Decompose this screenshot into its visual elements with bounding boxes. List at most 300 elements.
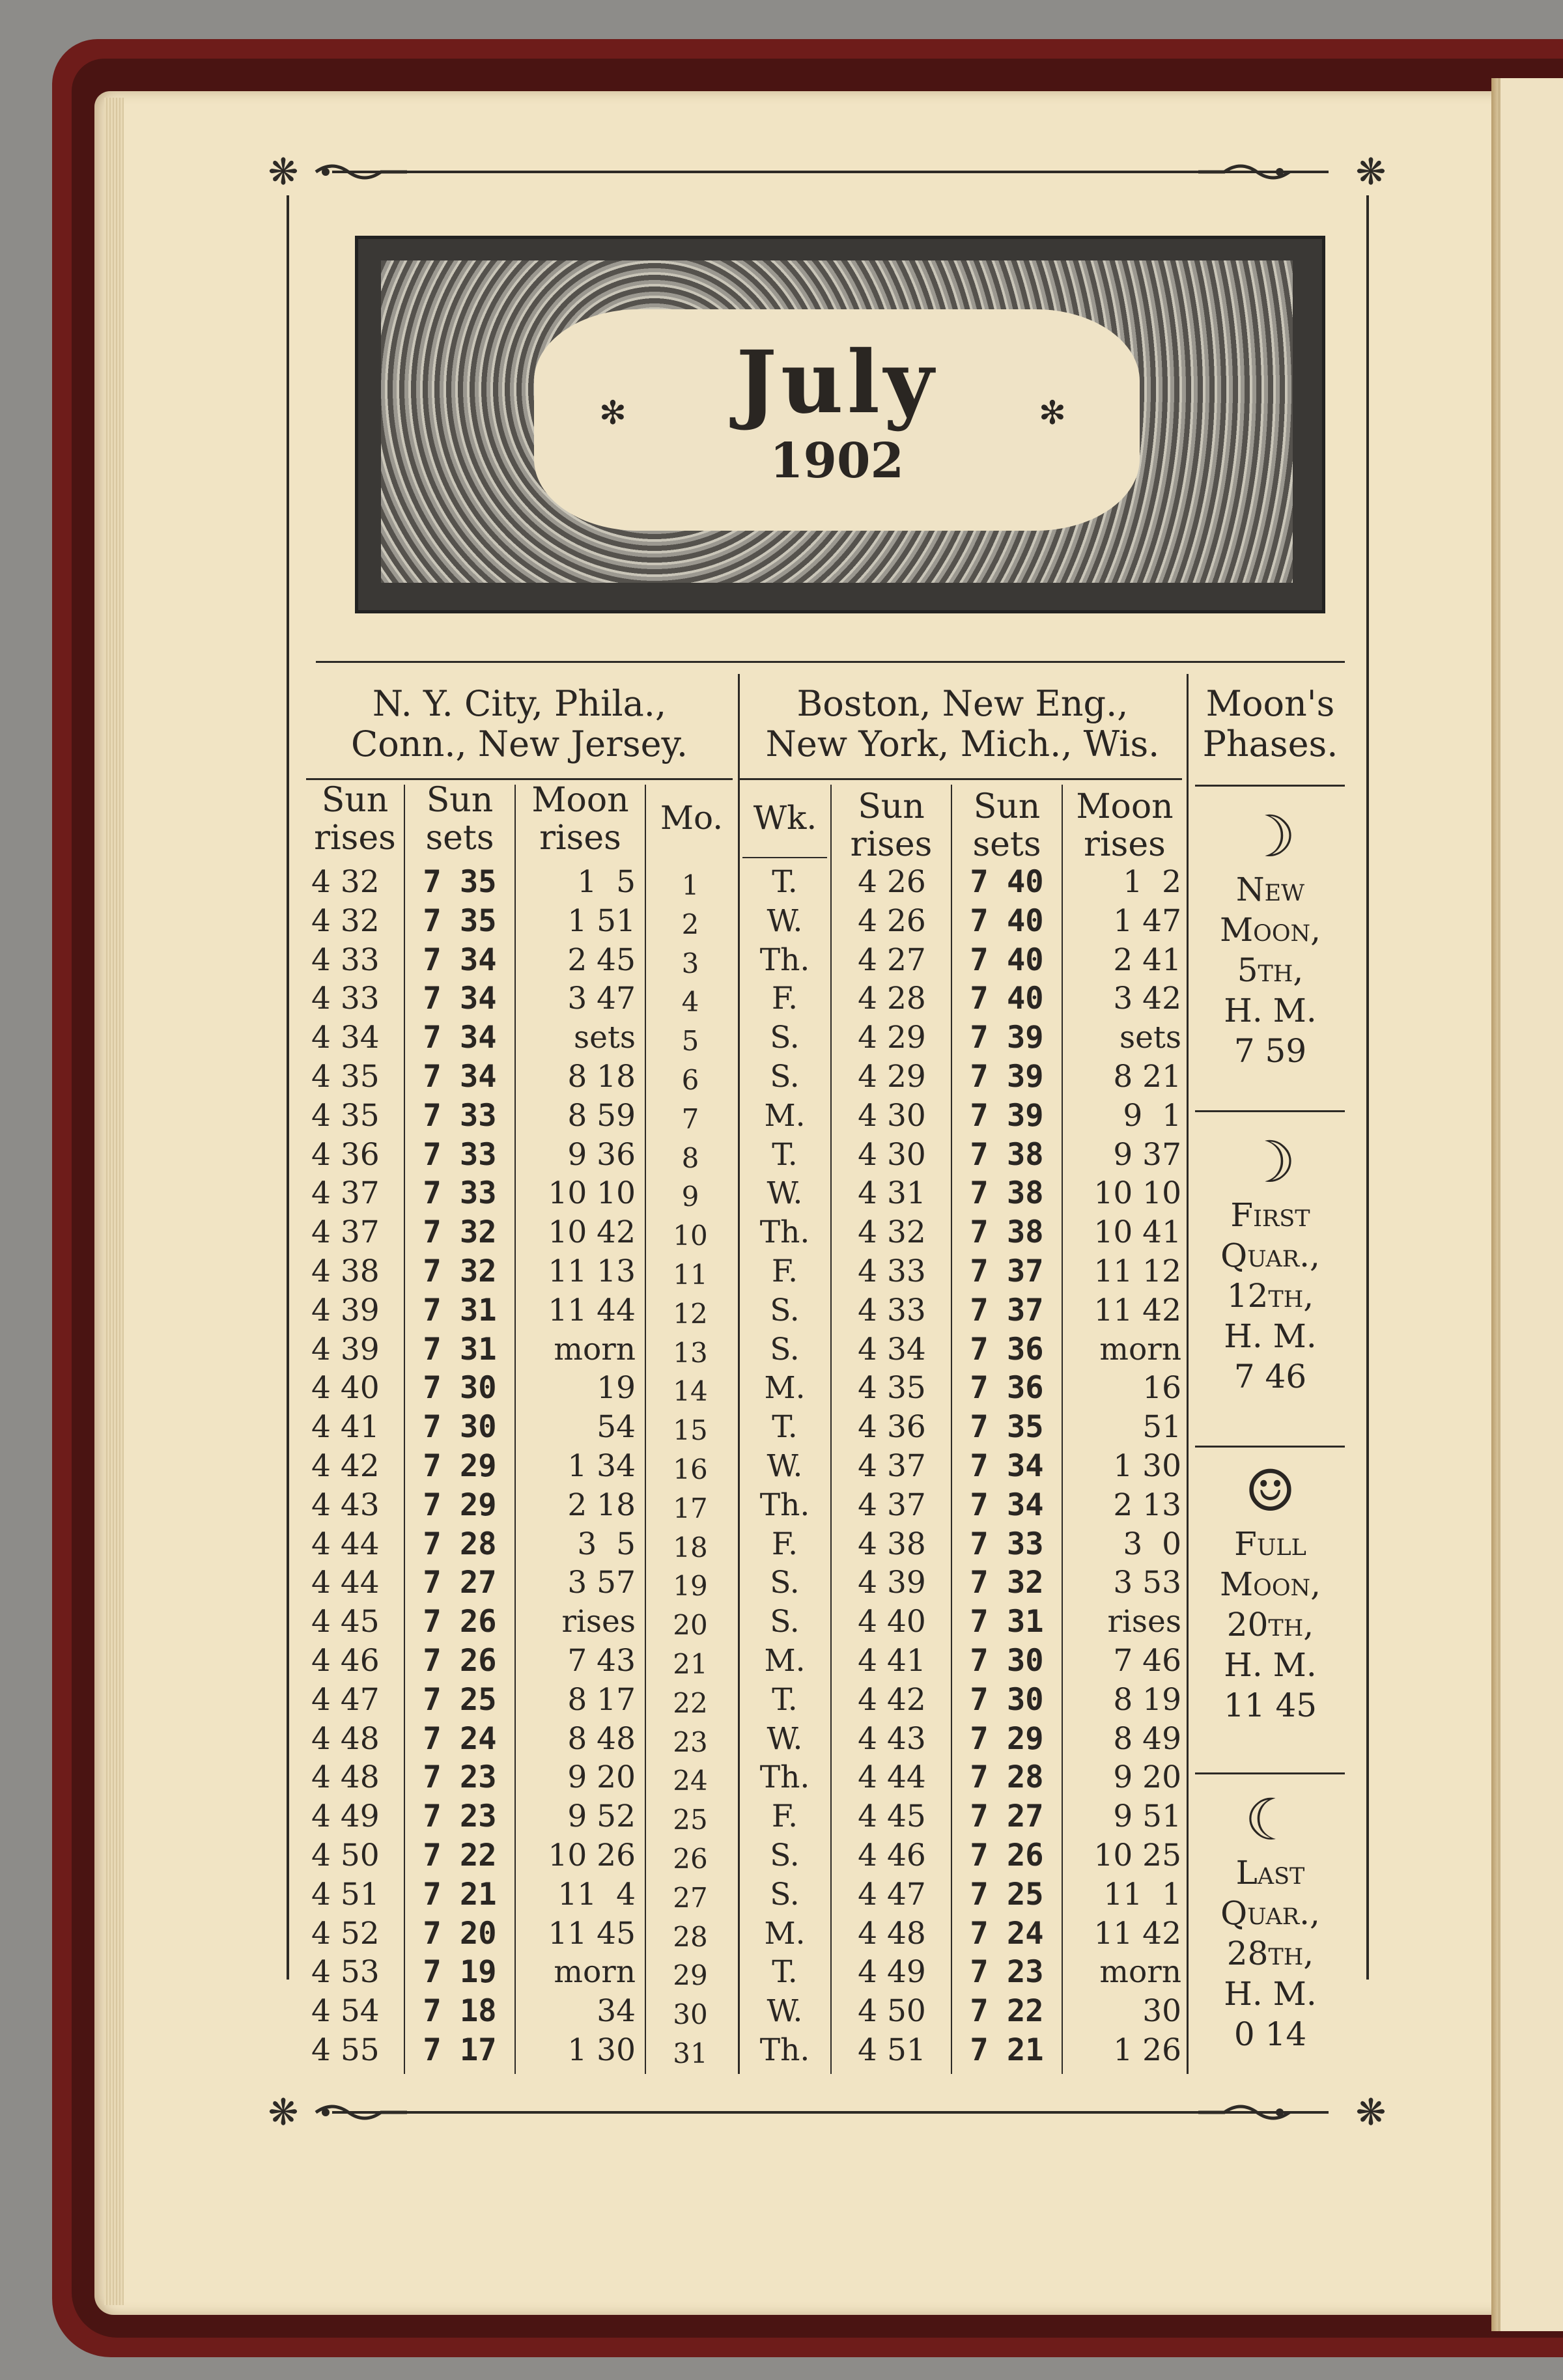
table-cell: M. [764,1642,806,1679]
table-cell: 4 49 [311,1799,380,1835]
phases-header-line: Moon's [1205,683,1335,724]
table-cell: 4 33 [311,981,380,1017]
table-cell: 7 40 [970,903,1044,939]
table-cell: 7 28 [423,1526,497,1562]
col-rule [830,785,832,2074]
table-cell: 15 [673,1414,708,1447]
first-quarter-moon-icon: ☽ [1245,1128,1296,1196]
phase-hm-label: H. M. [1224,1317,1317,1355]
table-cell: 26 [673,1842,708,1875]
header-word: rises [1084,825,1166,864]
table-cell: 7 34 [423,1058,497,1095]
table-cell: S. [770,1292,800,1328]
wk-underline [742,857,827,858]
table-cell: 19 [597,1370,636,1407]
table-cell: 7 38 [970,1175,1044,1212]
table-cell: 7 38 [970,1136,1044,1173]
table-cell: 7 31 [970,1604,1044,1640]
table-cell: 2 18 [567,1487,636,1523]
table-cell: 4 34 [311,1020,380,1056]
column-sun-rises-a [311,863,402,2070]
table-cell: 1 51 [567,903,636,939]
table-cell: Th. [759,942,810,978]
table-cell: 4 33 [858,1292,926,1328]
table-cell: 11 42 [1093,1915,1181,1952]
crescent-moon-icon: ☽ [1245,803,1296,870]
table-cell: 4 29 [858,1058,926,1095]
phase-hm-label: H. M. [1224,1646,1317,1684]
table-cell: T. [772,1136,798,1173]
table-cell: 7 27 [970,1799,1044,1835]
table-cell: 8 21 [1113,1058,1181,1095]
table-cell: 4 47 [858,1876,926,1912]
table-cell: 7 30 [423,1409,497,1446]
table-cell: 8 [681,1141,699,1174]
table-cell: 4 39 [311,1331,380,1367]
table-cell: 4 29 [858,1020,926,1056]
table-cell: 1 26 [1113,2032,1181,2068]
table-cell: 7 31 [423,1331,497,1367]
phase-name: Quar., [1220,1237,1320,1274]
table-cell: 10 25 [1093,1837,1181,1873]
table-cell: 7 34 [970,1487,1044,1523]
table-cell: 7 33 [970,1526,1044,1562]
table-cell: 7 27 [423,1565,497,1601]
table-cell: 4 38 [311,1253,380,1289]
phase-first-quarter [1194,1130,1347,1397]
table-cell: 4 36 [858,1409,926,1446]
table-cell: morn [554,1954,636,1991]
table-cell: 3 42 [1113,981,1181,1017]
table-cell: 4 46 [311,1642,380,1679]
column-moon-rises-b [1065,863,1181,2070]
table-cell: 9 37 [1113,1136,1181,1173]
col-header-sun-rises [306,781,404,857]
table-cell: 4 51 [858,2032,926,2068]
column-sun-rises-b [835,863,949,2070]
table-cell: 4 53 [311,1954,380,1991]
table-cell: 1 [681,869,699,901]
table-cell: S. [770,1876,800,1912]
table-cell: 10 41 [1093,1214,1181,1251]
table-cell: 9 20 [1113,1759,1181,1796]
col-header-wk: Wk. [753,799,817,837]
table-cell: 7 [681,1102,699,1135]
header-word: Moon [1076,787,1174,826]
phase-date: 28th, [1226,1935,1314,1972]
table-cell: 19 [673,1570,708,1603]
corner-ornament-icon: ❋ [1355,2092,1387,2134]
col-rule [951,785,952,2074]
table-cell: 4 [681,986,699,1018]
table-cell: 4 45 [858,1799,926,1835]
table-cell: 4 44 [311,1565,380,1601]
phase-hm-label: H. M. [1224,992,1317,1029]
table-cell: 4 28 [858,981,926,1017]
phase-name: Last [1235,1854,1305,1892]
phase-name: Quar., [1220,1894,1320,1932]
corner-ornament-icon: ❋ [1355,151,1387,193]
col-header-moon-rises-b [1063,788,1187,863]
table-cell: 11 45 [548,1915,636,1952]
table-cell: 7 23 [423,1759,497,1796]
table-cell: 14 [673,1375,708,1408]
table-cell: 7 35 [970,1409,1044,1446]
table-cell: 7 32 [423,1214,497,1251]
table-cell: 4 39 [858,1565,926,1601]
phase-time: 7 46 [1233,1358,1307,1395]
table-cell: 16 [1142,1370,1181,1407]
table-cell: 22 [673,1687,708,1719]
table-cell: 4 40 [858,1604,926,1640]
table-cell: 31 [673,2037,708,2069]
table-cell: T. [772,1954,798,1991]
table-cell: 2 [681,908,699,940]
table-cell: 20 [673,1609,708,1642]
table-cell: 7 40 [970,864,1044,900]
year-title: 1902 [770,433,904,489]
header-word: Sun [426,781,494,820]
table-cell: morn [554,1331,636,1367]
table-cell: 24 [673,1765,708,1797]
table-cell: 7 32 [423,1253,497,1289]
table-cell: W. [767,903,803,939]
table-cell: 12 [673,1297,708,1330]
table-cell: 7 32 [970,1565,1044,1601]
table-cell: 4 35 [311,1097,380,1134]
table-cell: 18 [673,1531,708,1563]
table-cell: 1 34 [567,1448,636,1484]
star-ornament-icon: ✻ [1039,394,1066,432]
table-cell: 5 [681,1025,699,1057]
table-cell: 7 22 [423,1837,497,1873]
col-header-sun-sets-b [952,788,1062,863]
table-cell: 4 33 [311,942,380,978]
table-top-rule [316,661,1345,663]
column-sun-sets-b [955,863,1059,2070]
header-word: rises [850,825,933,864]
table-cell: 4 43 [311,1487,380,1523]
col-header-sun-rises-b [832,788,951,863]
table-cell: 9 [681,1181,699,1213]
table-cell: S. [770,1837,800,1873]
header-word: rises [314,819,396,858]
table-cell: 4 48 [311,1720,380,1757]
table-cell: 2 13 [1113,1487,1181,1523]
table-cell: 7 35 [423,903,497,939]
full-moon-face-icon: ☺ [1245,1457,1296,1524]
table-cell: 4 26 [858,903,926,939]
table-cell: 4 48 [858,1915,926,1952]
last-quarter-moon-icon: ☾ [1245,1786,1296,1853]
flourish-ornament-icon [313,160,410,184]
table-cell: W. [767,1448,803,1484]
table-cell: 21 [673,1647,708,1680]
table-cell: M. [764,1370,806,1407]
table-cell: 7 40 [970,981,1044,1017]
table-cell: W. [767,1175,803,1212]
table-cell: 4 37 [858,1448,926,1484]
table-cell: 3 [681,947,699,979]
region-b-header [741,684,1184,764]
table-cell: S. [770,1604,800,1640]
table-cell: 1 30 [1113,1448,1181,1484]
region-a-header [306,684,733,764]
phase-time: 7 59 [1233,1032,1307,1070]
table-cell: 29 [673,1959,708,1992]
phase-divider [1195,1110,1345,1112]
table-cell: M. [764,1097,806,1134]
table-cell: 9 52 [567,1799,636,1835]
phase-name: New [1235,871,1305,908]
phase-name: Moon, [1219,1565,1321,1603]
table-cell: 7 30 [970,1681,1044,1718]
region-b-line: New York, Mich., Wis. [765,723,1160,764]
col-header-moon-rises [516,781,645,857]
flourish-ornament-icon [313,2101,410,2124]
table-cell: 8 17 [567,1681,636,1718]
table-cell: T. [772,1409,798,1446]
column-moon-rises-a [518,863,636,2070]
phases-header-line: Phases. [1202,723,1338,764]
table-cell: 7 30 [423,1370,497,1407]
table-cell: 7 26 [423,1642,497,1679]
table-cell: 7 18 [423,1993,497,2030]
table-cell: 7 39 [970,1020,1044,1056]
table-cell: 7 21 [970,2032,1044,2068]
corner-ornament-icon: ❋ [268,2092,299,2134]
table-cell: 4 43 [858,1720,926,1757]
table-cell: 13 [673,1336,708,1369]
table-cell: 1 2 [1123,864,1181,900]
table-cell: 7 22 [970,1993,1044,2030]
col-header-mo: Mo. [660,799,724,837]
table-cell: 7 35 [423,864,497,900]
frame-bottom-rule [332,2111,1329,2114]
table-cell: 4 37 [311,1175,380,1212]
table-cell: 25 [673,1804,708,1836]
table-cell: 6 [681,1063,699,1096]
table-cell: 4 51 [311,1876,380,1912]
phase-last-quarter [1194,1787,1347,2054]
col-rule [404,785,405,2074]
phase-date: 12th, [1226,1277,1314,1315]
table-cell: 4 40 [311,1370,380,1407]
phases-underline [1195,785,1345,787]
table-cell: 28 [673,1920,708,1953]
table-cell: 7 40 [970,942,1044,978]
table-cell: 17 [673,1492,708,1524]
table-cell: 4 47 [311,1681,380,1718]
table-cell: 7 38 [970,1214,1044,1251]
facing-page [1498,78,1563,2331]
table-cell: 8 19 [1113,1681,1181,1718]
frame-left-rule [287,195,289,1980]
table-cell: 4 37 [311,1214,380,1251]
table-cell: 4 33 [858,1253,926,1289]
table-cell: rises [561,1604,636,1640]
table-cell: 7 37 [970,1292,1044,1328]
table-cell: 16 [673,1453,708,1485]
table-cell: 10 42 [548,1214,636,1251]
table-cell: 8 59 [567,1097,636,1134]
table-cell: 7 28 [970,1759,1044,1796]
table-cell: 7 33 [423,1175,497,1212]
table-cell: 4 42 [858,1681,926,1718]
table-cell: 10 10 [1093,1175,1181,1212]
table-cell: 4 41 [858,1642,926,1679]
table-cell: 7 34 [423,1020,497,1056]
table-cell: 9 36 [567,1136,636,1173]
table-cell: 1 30 [567,2032,636,2068]
table-cell: 4 27 [858,942,926,978]
table-cell: 7 23 [423,1799,497,1835]
col-rule [1062,785,1063,2074]
phase-time: 11 45 [1223,1687,1317,1724]
table-cell: 7 20 [423,1915,497,1952]
table-cell: 30 [673,1998,708,2031]
table-cell: 2 41 [1113,942,1181,978]
table-cell: 34 [597,1993,636,2030]
table-cell: 4 32 [311,864,380,900]
table-cell: 23 [673,1726,708,1758]
table-cell: 4 45 [311,1604,380,1640]
table-cell: 7 23 [970,1954,1044,1991]
table-cell: 7 46 [1113,1642,1181,1679]
table-cell: 10 [673,1220,708,1252]
table-cell: morn [1099,1331,1181,1367]
table-cell: 7 34 [423,981,497,1017]
table-cell: 4 35 [858,1370,926,1407]
frame-right-rule [1366,195,1369,1980]
table-cell: Th. [759,1214,810,1251]
table-cell: 4 26 [858,864,926,900]
table-cell: 7 39 [970,1058,1044,1095]
region-a-line: Conn., New Jersey. [350,723,688,764]
phase-name: Moon, [1219,911,1321,949]
col-rule [738,674,740,2074]
table-cell: 4 39 [311,1292,380,1328]
table-cell: 7 29 [423,1487,497,1523]
column-day-of-month [648,866,733,2073]
corner-ornament-icon: ❋ [268,151,299,193]
table-cell: 54 [597,1409,636,1446]
table-cell: sets [574,1020,636,1056]
table-cell: 4 32 [311,903,380,939]
table-cell: 4 50 [858,1993,926,2030]
table-cell: 4 52 [311,1915,380,1952]
table-cell: 7 33 [423,1136,497,1173]
table-cell: 4 32 [858,1214,926,1251]
table-cell: 4 36 [311,1136,380,1173]
table-cell: 11 4 [557,1876,636,1912]
region-a-underline [306,778,733,780]
table-cell: 1 47 [1113,903,1181,939]
header-word: Sun [973,787,1041,826]
table-cell: 3 5 [577,1526,636,1562]
table-cell: 7 21 [423,1876,497,1912]
table-cell: 11 1 [1103,1876,1181,1912]
table-cell: W. [767,1720,803,1757]
table-cell: 8 48 [567,1720,636,1757]
phase-date: 5th, [1237,951,1304,989]
table-cell: 4 44 [858,1759,926,1796]
table-cell: 4 37 [858,1487,926,1523]
header-word: rises [539,819,621,858]
table-cell: 7 25 [423,1681,497,1718]
flourish-ornament-icon [1195,160,1293,184]
table-cell: 7 31 [423,1292,497,1328]
phase-hm-label: H. M. [1224,1975,1317,2013]
table-cell: sets [1119,1020,1181,1056]
table-cell: F. [771,1253,798,1289]
table-cell: 4 50 [311,1837,380,1873]
table-cell: 4 41 [311,1409,380,1446]
column-weekday [742,863,827,2070]
table-cell: 30 [1142,1993,1181,2030]
table-cell: 7 24 [423,1720,497,1757]
table-cell: 7 34 [970,1448,1044,1484]
table-cell: 4 30 [858,1097,926,1134]
header-word: Moon [531,781,629,820]
table-cell: 7 43 [567,1642,636,1679]
phase-divider [1195,1446,1345,1448]
table-cell: 1 5 [577,864,636,900]
table-cell: 7 26 [970,1837,1044,1873]
star-ornament-icon: ✻ [599,394,627,432]
table-cell: 7 36 [970,1370,1044,1407]
table-cell: 9 20 [567,1759,636,1796]
table-cell: 7 36 [970,1331,1044,1367]
column-sun-sets-a [408,863,512,2070]
header-word: Sun [858,787,925,826]
table-cell: 7 25 [970,1876,1044,1912]
table-cell: T. [772,864,798,900]
table-cell: F. [771,981,798,1017]
table-cell: 7 19 [423,1954,497,1991]
table-cell: 7 29 [423,1448,497,1484]
col-header-sun-sets [405,781,514,857]
table-cell: 7 24 [970,1915,1044,1952]
table-cell: 7 30 [970,1642,1044,1679]
table-cell: 4 38 [858,1526,926,1562]
table-cell: 7 33 [423,1097,497,1134]
table-cell: S. [770,1058,800,1095]
header-word: sets [425,819,494,858]
table-cell: 4 54 [311,1993,380,2030]
table-cell: 2 45 [567,942,636,978]
table-cell: Th. [759,2032,810,2068]
table-cell: 3 47 [567,981,636,1017]
table-cell: F. [771,1799,798,1835]
table-cell: morn [1099,1954,1181,1991]
table-cell: 11 12 [1093,1253,1181,1289]
table-cell: 7 26 [423,1604,497,1640]
table-cell: rises [1107,1604,1181,1640]
table-cell: S. [770,1020,800,1056]
table-cell: 4 35 [311,1058,380,1095]
col-rule [514,785,516,2074]
table-cell: Th. [759,1759,810,1796]
table-cell: 4 34 [858,1331,926,1367]
table-cell: S. [770,1565,800,1601]
table-cell: 11 42 [1093,1292,1181,1328]
table-cell: 7 17 [423,2032,497,2068]
table-cell: 4 30 [858,1136,926,1173]
table-cell: 7 29 [970,1720,1044,1757]
page-edges [104,98,124,2305]
table-cell: 4 48 [311,1759,380,1796]
